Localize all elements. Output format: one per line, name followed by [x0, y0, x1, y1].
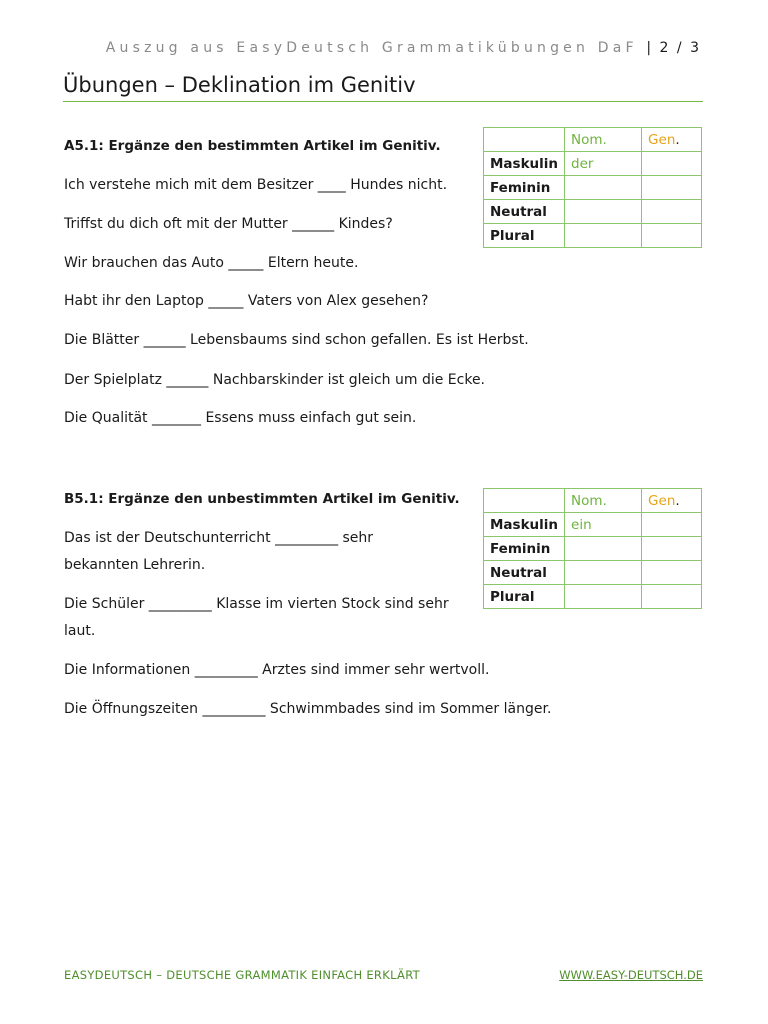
header-gen-cell — [642, 489, 702, 513]
task-b-heading: B5.1: Ergänze den unbestimmten Artikel im Genitiv. — [64, 491, 460, 507]
row-label-maskulin: Maskulin — [484, 513, 565, 537]
sentence-a1: Ich verstehe mich mit dem Besitzer ____ Hundes nicht. — [64, 177, 448, 193]
sentence-b2-line2: laut. — [64, 623, 96, 639]
nom-cell-feminin[interactable] — [565, 537, 642, 561]
header-gen: Gen — [648, 131, 676, 148]
sentence-a2: Triffst du dich oft mit der Mutter ______ Kindes? — [64, 216, 393, 232]
table-row — [484, 152, 702, 176]
nom-cell-neutral[interactable] — [565, 561, 642, 585]
nom-cell-neutral[interactable] — [565, 200, 642, 224]
row-label-neutral: Neutral — [484, 200, 565, 224]
row-label-feminin: Feminin — [484, 537, 565, 561]
nom-cell-maskulin: der — [565, 152, 642, 176]
title-divider — [63, 101, 703, 102]
table-row — [484, 561, 702, 585]
sentence-b1-line1: Das ist der Deutschunterricht _________ sehr — [64, 530, 374, 546]
gen-cell-feminin[interactable] — [642, 537, 702, 561]
nom-cell-plural[interactable] — [565, 224, 642, 248]
sentence-b2-line1: Die Schüler _________ Klasse im vierten Stock sind sehr — [64, 596, 449, 612]
page-header — [106, 40, 701, 56]
sentence-a4: Habt ihr den Laptop _____ Vaters von Alex gesehen? — [64, 293, 429, 309]
table-row — [484, 537, 702, 561]
sentence-a7: Die Qualität _______ Essens muss einfach gut sein. — [64, 410, 417, 426]
header-nom: Nom. — [565, 128, 642, 152]
header-nom: Nom. — [565, 489, 642, 513]
gen-cell-neutral[interactable] — [642, 561, 702, 585]
table-header-row — [484, 128, 702, 152]
row-label-neutral: Neutral — [484, 561, 565, 585]
row-label-feminin: Feminin — [484, 176, 565, 200]
footer-website-link[interactable]: WWW.EASY-DEUTSCH.DE — [559, 968, 703, 982]
page-number: | 2 / 3 — [646, 40, 701, 56]
table-header-row — [484, 489, 702, 513]
header-gen-cell — [642, 128, 702, 152]
sentence-b4: Die Öffnungszeiten _________ Schwimmbades sind im Sommer länger. — [64, 701, 552, 717]
table-row — [484, 585, 702, 609]
page-title: Übungen – Deklination im Genitiv — [63, 73, 416, 97]
nom-cell-feminin[interactable] — [565, 176, 642, 200]
sentence-a5: Die Blätter ______ Lebensbaums sind schon gefallen. Es ist Herbst. — [64, 332, 529, 348]
gen-cell-maskulin[interactable] — [642, 513, 702, 537]
header-gen-dot: . — [675, 492, 680, 509]
footer-brand: EASYDEUTSCH – DEUTSCHE GRAMMATIK EINFACH ERKLÄRT — [64, 968, 420, 982]
nom-cell-maskulin: ein — [565, 513, 642, 537]
row-label-plural: Plural — [484, 224, 565, 248]
row-label-maskulin: Maskulin — [484, 152, 565, 176]
nom-cell-plural[interactable] — [565, 585, 642, 609]
header-gen: Gen — [648, 492, 676, 509]
task-a-heading: A5.1: Ergänze den bestimmten Artikel im Genitiv. — [64, 138, 441, 154]
sentence-b3: Die Informationen _________ Arztes sind immer sehr wertvoll. — [64, 662, 490, 678]
declension-table-b — [483, 488, 702, 609]
table-corner-cell — [484, 489, 565, 513]
table-row — [484, 513, 702, 537]
table-row — [484, 176, 702, 200]
table-row — [484, 224, 702, 248]
gen-cell-neutral[interactable] — [642, 200, 702, 224]
declension-table-a — [483, 127, 702, 248]
table-corner-cell — [484, 128, 565, 152]
gen-cell-feminin[interactable] — [642, 176, 702, 200]
header-gen-dot: . — [675, 131, 680, 148]
sentence-a6: Der Spielplatz ______ Nachbarskinder ist gleich um die Ecke. — [64, 372, 486, 388]
gen-cell-plural[interactable] — [642, 585, 702, 609]
sentence-b1-line2: bekannten Lehrerin. — [64, 557, 206, 573]
table-row — [484, 200, 702, 224]
gen-cell-maskulin[interactable] — [642, 152, 702, 176]
header-text: Auszug aus EasyDeutsch Grammatikübungen DaF — [105, 40, 638, 56]
sentence-a3: Wir brauchen das Auto _____ Eltern heute. — [64, 255, 359, 271]
row-label-plural: Plural — [484, 585, 565, 609]
gen-cell-plural[interactable] — [642, 224, 702, 248]
